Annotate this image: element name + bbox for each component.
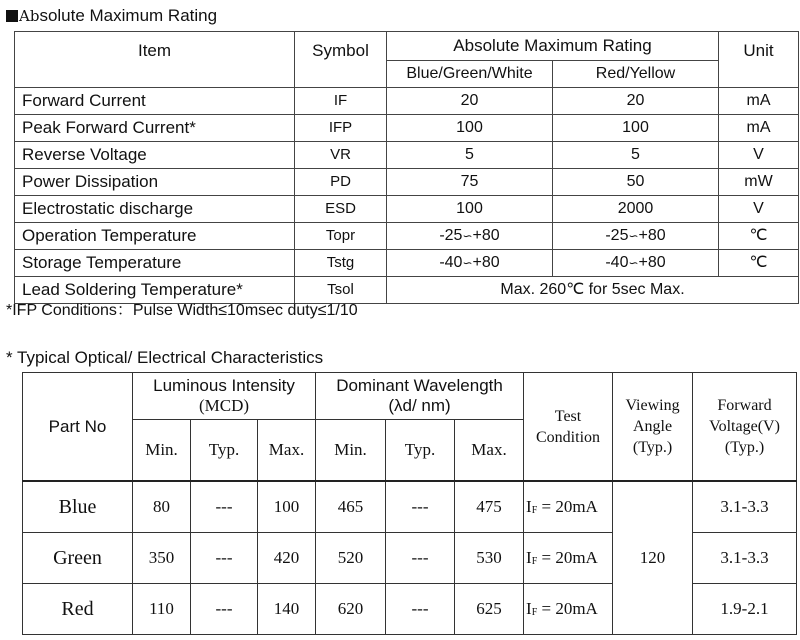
header-item: Item: [15, 32, 295, 88]
range-high: +80: [638, 227, 666, 244]
row-ry-value: [553, 250, 719, 277]
heading-ab-prefix: Ab: [19, 7, 40, 25]
range-high: +80: [638, 254, 666, 271]
test-condition: [524, 533, 613, 584]
table-row: [15, 250, 799, 277]
header-fv-line2: Voltage(V): [709, 418, 780, 435]
range-low: -40: [605, 254, 629, 271]
forward-voltage: 3.1-3.3: [693, 533, 797, 584]
dw-max: 475: [455, 481, 524, 533]
part-name: Blue: [23, 481, 133, 533]
header-li-typ: Typ.: [191, 420, 258, 482]
header-dominant-line1: Dominant Wavelength: [336, 376, 503, 395]
row-item: Power Dissipation: [15, 169, 295, 196]
header-dw-max: Max.: [455, 420, 524, 482]
row-unit: V: [719, 196, 799, 223]
row-item: Operation Temperature: [15, 223, 295, 250]
li-min: 80: [133, 481, 191, 533]
header-view-line1: Viewing: [625, 397, 680, 414]
row-item: Peak Forward Current*: [15, 115, 295, 142]
row-bgw-value: [387, 250, 553, 277]
header-dominant-wavelength: [316, 373, 524, 420]
dw-min: 520: [316, 533, 386, 584]
li-typ: ---: [191, 481, 258, 533]
row-bgw-value: 75: [387, 169, 553, 196]
header-fv-line1: Forward: [717, 397, 772, 414]
row-unit: mA: [719, 88, 799, 115]
range-high: +80: [472, 227, 500, 244]
absolute-max-rating-table: [14, 31, 799, 304]
row-symbol: Tstg: [295, 250, 387, 277]
header-dw-typ: Typ.: [386, 420, 455, 482]
row-symbol: Topr: [295, 223, 387, 250]
li-min: 110: [133, 584, 191, 635]
test-condition: [524, 584, 613, 635]
range-high: +80: [472, 254, 500, 271]
dw-typ: ---: [386, 533, 455, 584]
dw-max: 625: [455, 584, 524, 635]
absolute-max-rating-heading: [6, 6, 217, 26]
part-name: Red: [23, 584, 133, 635]
header-fv-line3: (Typ.): [724, 439, 765, 456]
header-forward-voltage: [693, 373, 797, 482]
row-item: Forward Current: [15, 88, 295, 115]
row-item: Storage Temperature: [15, 250, 295, 277]
header-symbol: Symbol: [295, 32, 387, 88]
ifp-conditions-note: *IFP Conditions：Pulse Width≤10msec duty≤1/10: [6, 302, 358, 319]
optical-electrical-table: [22, 372, 797, 635]
optical-electrical-heading: * Typical Optical/ Electrical Characteristics: [6, 348, 324, 367]
li-typ: ---: [191, 584, 258, 635]
header-test-line1: Test: [554, 407, 582, 425]
header-part-no: Part No: [23, 373, 133, 482]
row-bgw-value: 20: [387, 88, 553, 115]
cond-subscript: F: [531, 556, 538, 567]
cond-value: = 20mA: [537, 599, 598, 618]
header-luminous-line2: (MCD): [198, 396, 250, 415]
header-red-yellow: Red/Yellow: [553, 61, 719, 88]
row-unit: mW: [719, 169, 799, 196]
forward-voltage: 3.1-3.3: [693, 481, 797, 533]
row-merged-value: Max. 260℃ for 5sec Max.: [387, 277, 799, 304]
row-unit: ℃: [719, 250, 799, 277]
range-tilde: ∽: [628, 229, 639, 243]
header-abs-max-group: Absolute Maximum Rating: [387, 32, 719, 61]
li-max: 420: [258, 533, 316, 584]
row-bgw-value: 5: [387, 142, 553, 169]
header-luminous-line1: Luminous Intensity: [153, 376, 295, 395]
table-row: [15, 142, 799, 169]
row-symbol: Tsol: [295, 277, 387, 304]
row-ry-value: 50: [553, 169, 719, 196]
dw-min: 465: [316, 481, 386, 533]
header-view-line2: Angle: [632, 418, 673, 435]
header-dominant-line2: (λd/ nm): [388, 396, 451, 415]
dw-typ: ---: [386, 584, 455, 635]
row-bgw-value: 100: [387, 115, 553, 142]
table-row: [15, 115, 799, 142]
li-min: 350: [133, 533, 191, 584]
forward-voltage: 1.9-2.1: [693, 584, 797, 635]
range-low: -25: [439, 227, 463, 244]
row-ry-value: 100: [553, 115, 719, 142]
cond-subscript: F: [531, 607, 538, 618]
row-ry-value: 5: [553, 142, 719, 169]
dw-typ: ---: [386, 481, 455, 533]
li-max: 140: [258, 584, 316, 635]
row-unit: mA: [719, 115, 799, 142]
row-symbol: ESD: [295, 196, 387, 223]
range-tilde: ∽: [462, 229, 473, 243]
row-symbol: VR: [295, 142, 387, 169]
heading-square-bullet: [6, 10, 18, 22]
header-blue-green-white: Blue/Green/White: [387, 61, 553, 88]
header-unit: Unit: [719, 32, 799, 88]
header-viewing-angle: [613, 373, 693, 482]
row-unit: V: [719, 142, 799, 169]
test-condition: [524, 481, 613, 533]
range-tilde: ∽: [628, 256, 639, 270]
heading-text: solute Maximum Rating: [39, 6, 218, 25]
table-row: [15, 88, 799, 115]
row-bgw-value: 100: [387, 196, 553, 223]
range-low: -25: [605, 227, 629, 244]
viewing-angle-value: 120: [613, 481, 693, 635]
cond-value: = 20mA: [537, 548, 598, 567]
table-row: [15, 169, 799, 196]
cond-value: = 20mA: [537, 497, 598, 516]
header-luminous-intensity: [133, 373, 316, 420]
header-view-line3: (Typ.): [632, 439, 673, 456]
row-item: Electrostatic discharge: [15, 196, 295, 223]
row-ry-value: 20: [553, 88, 719, 115]
cond-symbol: I: [526, 497, 532, 516]
range-low: -40: [439, 254, 463, 271]
header-li-min: Min.: [133, 420, 191, 482]
row-symbol: IFP: [295, 115, 387, 142]
dw-min: 620: [316, 584, 386, 635]
row-ry-value: [553, 223, 719, 250]
cond-subscript: F: [531, 505, 538, 516]
li-max: 100: [258, 481, 316, 533]
table-row: [15, 223, 799, 250]
cond-symbol: I: [526, 548, 532, 567]
header-li-max: Max.: [258, 420, 316, 482]
row-item: Reverse Voltage: [15, 142, 295, 169]
row-ry-value: 2000: [553, 196, 719, 223]
row-bgw-value: [387, 223, 553, 250]
row-unit: ℃: [719, 223, 799, 250]
part-name: Green: [23, 533, 133, 584]
range-tilde: ∽: [462, 256, 473, 270]
header-test-line2: Condition: [536, 428, 601, 446]
row-symbol: PD: [295, 169, 387, 196]
cond-symbol: I: [526, 599, 532, 618]
table-row: [15, 196, 799, 223]
header-dw-min: Min.: [316, 420, 386, 482]
dw-max: 530: [455, 533, 524, 584]
row-symbol: IF: [295, 88, 387, 115]
row-item: Lead Soldering Temperature*: [15, 277, 295, 304]
li-typ: ---: [191, 533, 258, 584]
header-test-condition: [524, 373, 613, 482]
table-row: [23, 481, 797, 533]
